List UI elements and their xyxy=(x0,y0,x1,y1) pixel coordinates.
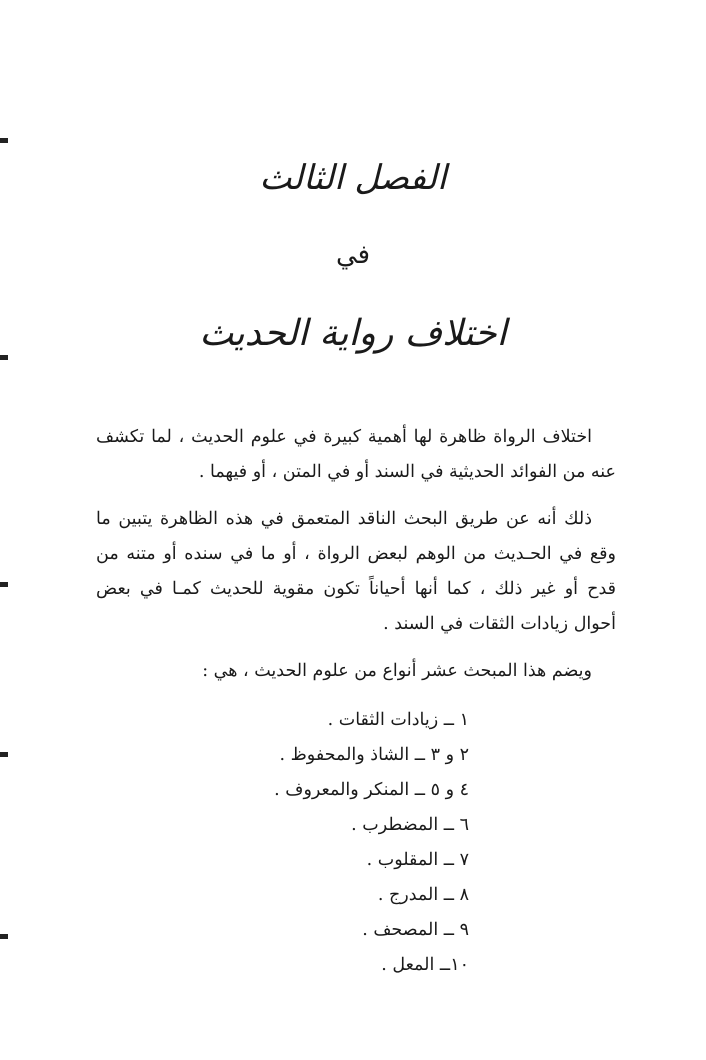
scan-edge-mark xyxy=(0,752,8,757)
chapter-subject: اختلاف رواية الحديث xyxy=(199,313,507,354)
list-item: ٢ و ٣ ــ الشاذ والمحفوظ . xyxy=(279,745,469,765)
scan-edge-mark xyxy=(0,138,8,143)
list-item: ٧ ــ المقلوب . xyxy=(366,850,469,870)
list-intro: ويضم هذا المبحث عشر أنواع من علوم الحديث ، هي : xyxy=(202,661,592,681)
list-item: ٨ ــ المدرج . xyxy=(377,885,469,905)
topic-list xyxy=(96,703,616,983)
list-item: ١ ــ زيادات الثقات . xyxy=(327,710,469,730)
scan-edge-mark xyxy=(0,355,8,360)
scan-edge-mark xyxy=(0,934,8,939)
paragraph: ذلك أنه عن طريق البحث الناقد المتعمق في هذه الظاهرة يتبين ما وقع في الحـديث من الوهم لبعض الرواة ، أو ما في سنده أو متنه من قدح أو غير ذلك ، كما أنها أحياناً تكون مقوية للحديث كمـا في بعض أحوال زيادات الثقات في السند . xyxy=(96,509,616,634)
list-item: ٤ و ٥ ــ المنكر والمعروف . xyxy=(274,780,469,800)
list-item: ٩ ــ المصحف . xyxy=(362,920,469,940)
scan-edge-mark xyxy=(0,582,8,587)
paragraph: اختلاف الرواة ظاهرة لها أهمية كبيرة في علوم الحديث ، لما تكشف عنه من الفوائد الحديثية في السند أو في المتن ، أو فيهما . xyxy=(96,427,616,482)
body-text xyxy=(96,420,616,983)
chapter-preposition: في xyxy=(335,240,371,270)
list-item: ١٠ــ المعل . xyxy=(381,955,469,975)
chapter-title: الفصل الثالث xyxy=(259,158,447,198)
list-item: ٦ ــ المضطرب . xyxy=(351,815,469,835)
